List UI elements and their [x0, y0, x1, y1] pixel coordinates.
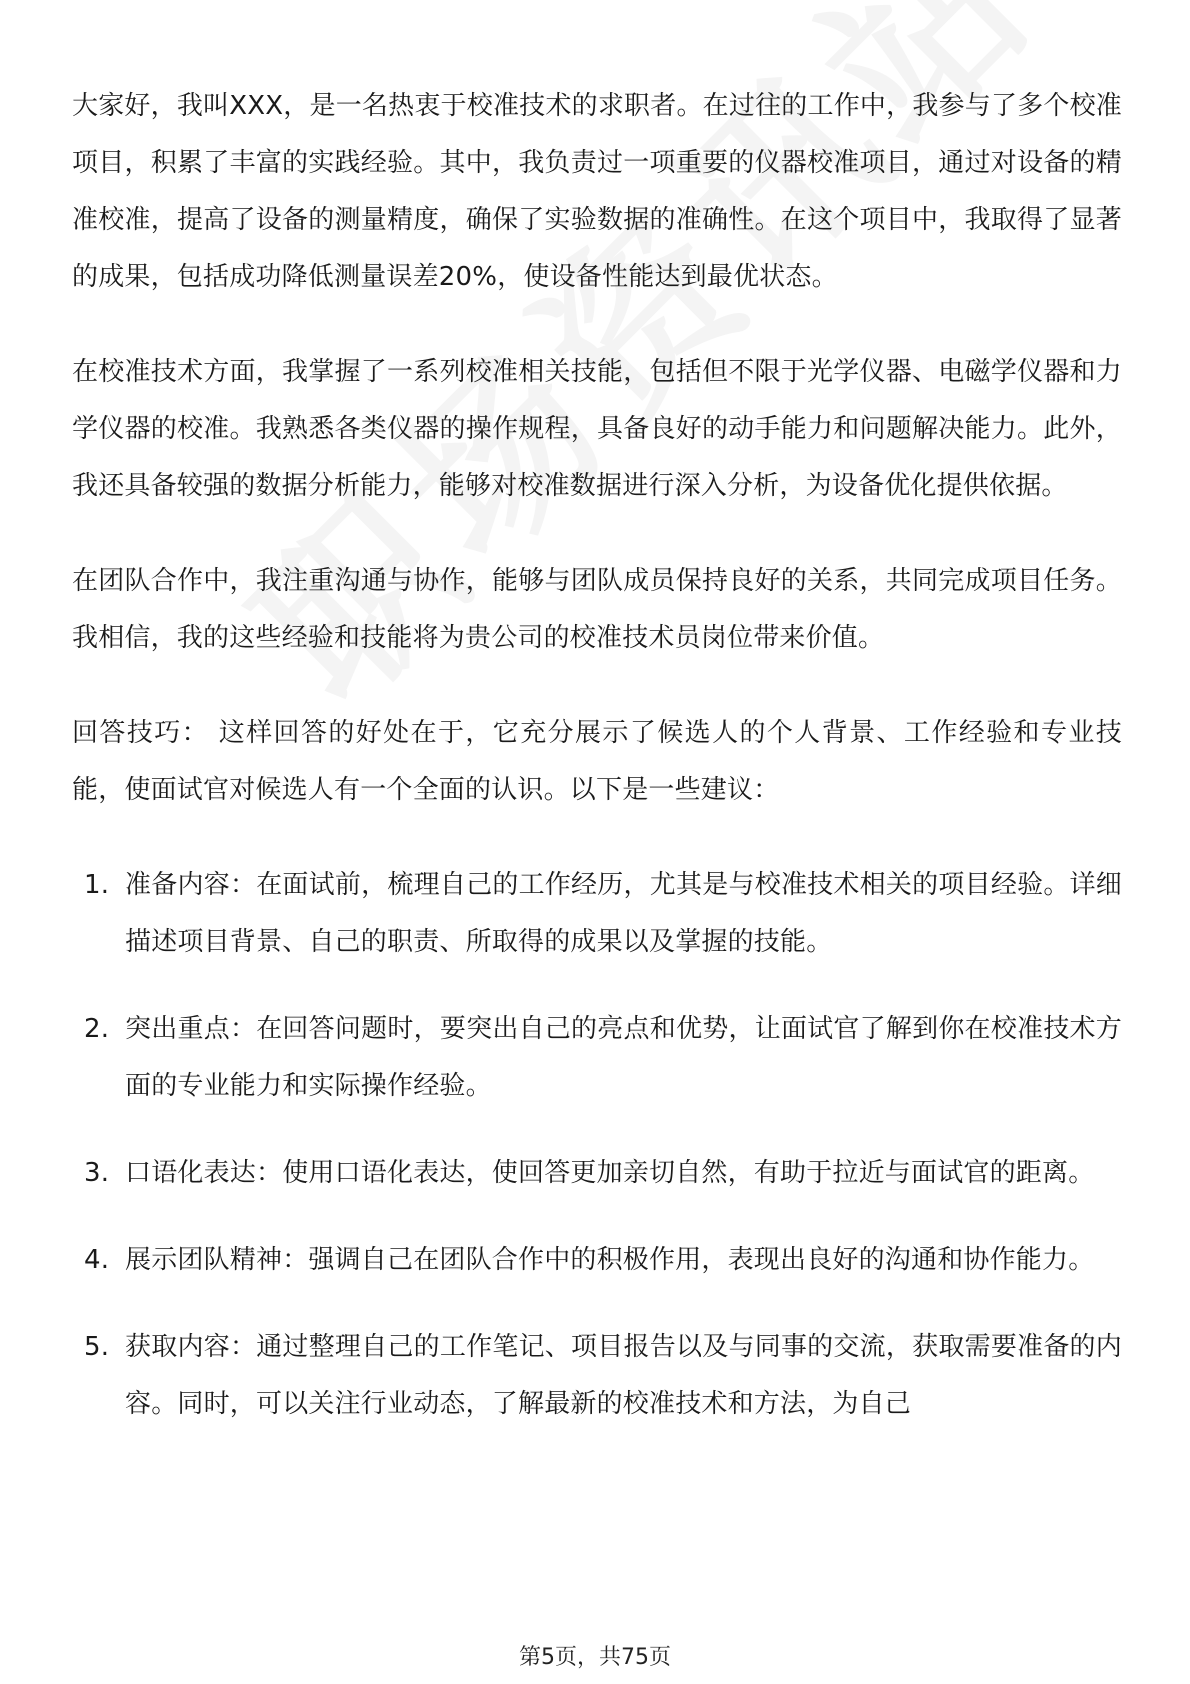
- list-item-number: 5.: [84, 1332, 110, 1362]
- list-item: [72, 1319, 1122, 1433]
- list-item: [72, 1232, 1122, 1289]
- paragraph-intro: 大家好，我叫XXX，是一名热衷于校准技术的求职者。在过往的工作中，我参与了多个校准项目，积累了丰富的实践经验。其中，我负责过一项重要的仪器校准项目，通过对设备的精准校准，提高了设备的测量精度，确保了实验数据的准确性。在这个项目中，我取得了显著的成果，包括成功降低测量误差20%，使设备性能达到最优状态。: [72, 91, 1122, 292]
- list-item-number: 3.: [84, 1158, 110, 1188]
- list-item-text: 获取内容：通过整理自己的工作笔记、项目报告以及与同事的交流，获取需要准备的内容。同时，可以关注行业动态，了解最新的校准技术和方法，为自己: [125, 1332, 1122, 1419]
- list-item: [72, 857, 1122, 971]
- list-item-number: 1.: [84, 870, 110, 900]
- page-footer: [0, 1640, 1190, 1671]
- list-item-number: 4.: [84, 1245, 110, 1275]
- tips-list: [72, 857, 1122, 1433]
- list-item: [72, 1145, 1122, 1202]
- paragraph-skills: 在校准技术方面，我掌握了一系列校准相关技能，包括但不限于光学仪器、电磁学仪器和力学仪器的校准。我熟悉各类仪器的操作规程，具备良好的动手能力和问题解决能力。此外，我还具备较强的数据分析能力，能够对校准数据进行深入分析，为设备优化提供依据。: [72, 357, 1122, 501]
- list-item-text: 准备内容：在面试前，梳理自己的工作经历，尤其是与校准技术相关的项目经验。详细描述项目背景、自己的职责、所取得的成果以及掌握的技能。: [125, 870, 1122, 957]
- page-content: [72, 78, 1122, 1463]
- list-item: [72, 1001, 1122, 1115]
- list-item-text: 展示团队精神：强调自己在团队合作中的积极作用，表现出良好的沟通和协作能力。: [125, 1245, 1095, 1275]
- page-number-label: 第5页，共75页: [519, 1645, 671, 1670]
- list-item-text: 突出重点：在回答问题时，要突出自己的亮点和优势，让面试官了解到你在校准技术方面的专业能力和实际操作经验。: [125, 1014, 1122, 1101]
- paragraph-answer-tips: 回答技巧： 这样回答的好处在于，它充分展示了候选人的个人背景、工作经验和专业技能，使面试官对候选人有一个全面的认识。以下是一些建议：: [72, 718, 1122, 805]
- paragraph-teamwork: 在团队合作中，我注重沟通与协作，能够与团队成员保持良好的关系，共同完成项目任务。我相信，我的这些经验和技能将为贵公司的校准技术员岗位带来价值。: [72, 566, 1122, 653]
- list-item-text: 口语化表达：使用口语化表达，使回答更加亲切自然，有助于拉近与面试官的距离。: [125, 1158, 1095, 1188]
- list-item-number: 2.: [84, 1014, 110, 1044]
